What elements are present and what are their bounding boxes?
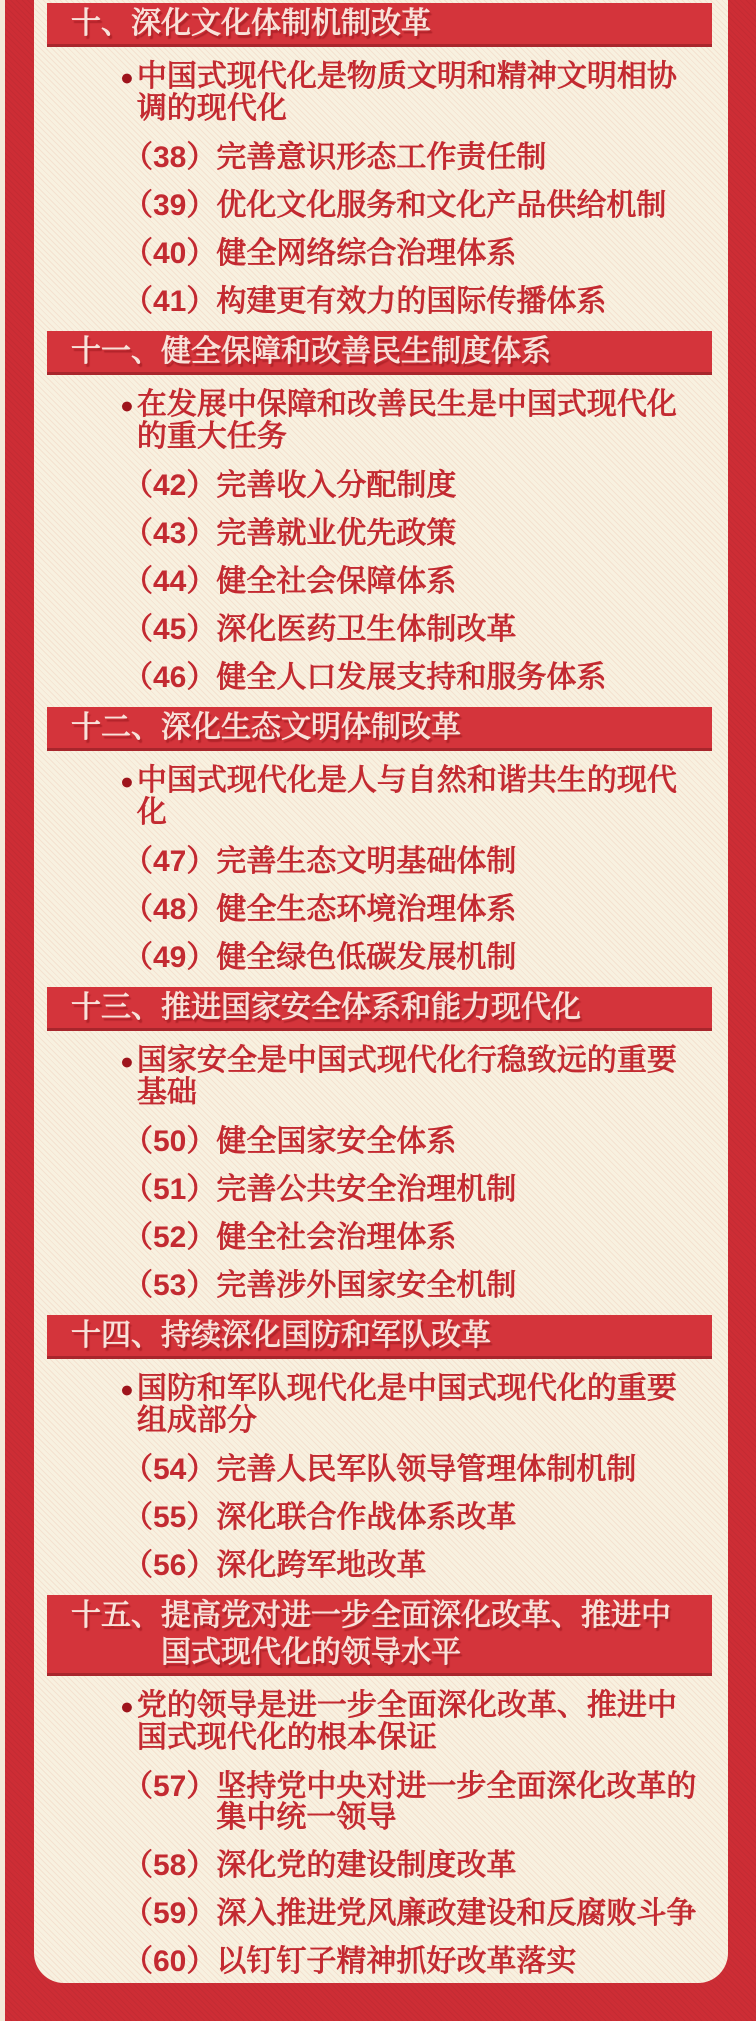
section-bar [47,331,712,375]
item-number: （46） [123,661,217,694]
item-number: （52） [123,1221,217,1254]
item-list [34,142,728,317]
section [34,331,728,693]
item-number: （49） [123,941,217,974]
item-text: 构建更有效力的国际传播体系 [216,285,607,318]
left-edge-strip [0,0,5,2021]
item-text: 深化党的建设制度改革 [216,1849,517,1882]
bullet-dot-icon: ● [120,64,134,90]
section [34,987,728,1301]
intro-text: 在发展中保障和改善民生是中国式现代化的重大任务 [136,388,677,453]
item-number: （54） [123,1453,217,1486]
list-item [123,846,712,877]
list-item [123,1222,712,1253]
intro-paragraph [120,1373,712,1437]
list-item [123,286,712,317]
list-item [123,662,712,693]
item-number: （60） [123,1945,217,1978]
item-list [34,1771,728,1977]
section-bar [47,707,712,751]
item-number: （56） [123,1549,217,1582]
intro-paragraph [120,1690,712,1754]
section-bar [47,1315,712,1359]
list-item [123,566,712,597]
section-number: 十三、 [71,991,161,1024]
section [34,1595,728,1977]
list-item [123,1550,712,1581]
list-item [123,1771,712,1833]
item-number: （45） [123,613,217,646]
list-item [123,942,712,973]
section-number: 十四、 [71,1319,161,1352]
list-item [123,614,712,645]
bullet-dot-icon: ● [120,1048,134,1074]
item-text: 健全人口发展支持和服务体系 [216,661,607,694]
bullet-dot-icon: ● [120,1376,134,1402]
section [34,1315,728,1581]
section-number: 十一、 [71,335,161,368]
intro-text: 党的领导是进一步全面深化改革、推进中国式现代化的根本保证 [136,1689,677,1754]
intro-paragraph [120,765,712,829]
bullet-dot-icon: ● [120,1693,134,1719]
item-number: （51） [123,1173,217,1206]
list-item [123,1946,712,1977]
item-text: 以钉钉子精神抓好改革落实 [216,1945,577,1978]
section [34,3,728,317]
list-item [123,1270,712,1301]
item-text: 健全生态环境治理体系 [216,893,517,926]
item-number: （57） [123,1770,217,1803]
section-title: 深化文化体制机制改革 [131,7,431,40]
item-text: 完善意识形态工作责任制 [216,141,547,174]
item-number: （55） [123,1501,217,1534]
section [34,707,728,973]
item-number: （40） [123,237,217,270]
section-number: 十二、 [71,711,161,744]
item-number: （39） [123,189,217,222]
item-text: 深化联合作战体系改革 [216,1501,517,1534]
item-text: 坚持党中央对进一步全面深化改革的集中统一领导 [216,1770,697,1834]
item-number: （44） [123,565,217,598]
item-text: 优化文化服务和文化产品供给机制 [216,189,667,222]
list-item [123,470,712,501]
item-number: （43） [123,517,217,550]
item-number: （59） [123,1897,217,1930]
list-item [123,142,712,173]
list-item [123,1174,712,1205]
item-number: （53） [123,1269,217,1302]
section-bar [47,987,712,1031]
item-number: （47） [123,845,217,878]
item-number: （50） [123,1125,217,1158]
bullet-dot-icon: ● [120,392,134,418]
item-list [34,846,728,973]
section-title: 持续深化国防和军队改革 [161,1319,491,1352]
intro-text: 国家安全是中国式现代化行稳致远的重要基础 [136,1044,677,1109]
section-number: 十五、 [71,1599,161,1632]
intro-text: 中国式现代化是人与自然和谐共生的现代化 [136,764,677,829]
item-text: 完善人民军队领导管理体制机制 [216,1453,637,1486]
intro-paragraph [120,389,712,453]
section-title: 推进国家安全体系和能力现代化 [161,991,581,1024]
item-text: 健全社会治理体系 [216,1221,457,1254]
intro-paragraph [120,1045,712,1109]
item-text: 健全国家安全体系 [216,1125,457,1158]
bullet-dot-icon: ● [120,768,134,794]
content-panel [34,0,728,1983]
item-text: 完善涉外国家安全机制 [216,1269,517,1302]
item-text: 完善收入分配制度 [216,469,457,502]
list-item [123,238,712,269]
section-bar [47,3,712,47]
item-list [34,1126,728,1301]
item-number: （58） [123,1849,217,1882]
item-number: （42） [123,469,217,502]
section-title: 提高党对进一步全面深化改革、推进中国式现代化的领导水平 [161,1599,671,1669]
item-list [34,470,728,693]
list-item [123,1850,712,1881]
section-title: 深化生态文明体制改革 [161,711,461,744]
list-item [123,518,712,549]
intro-paragraph [120,61,712,125]
list-item [123,1898,712,1929]
item-list [34,1454,728,1581]
item-text: 完善生态文明基础体制 [216,845,517,878]
item-text: 健全网络综合治理体系 [216,237,517,270]
item-number: （38） [123,141,217,174]
item-text: 健全社会保障体系 [216,565,457,598]
item-text: 完善公共安全治理机制 [216,1173,517,1206]
intro-text: 国防和军队现代化是中国式现代化的重要组成部分 [136,1372,677,1437]
item-text: 深化跨军地改革 [216,1549,427,1582]
item-text: 深化医药卫生体制改革 [216,613,517,646]
list-item [123,1502,712,1533]
item-text: 完善就业优先政策 [216,517,457,550]
section-bar [47,1595,712,1676]
list-item [123,190,712,221]
intro-text: 中国式现代化是物质文明和精神文明相协调的现代化 [136,60,677,125]
list-item [123,1126,712,1157]
section-title: 健全保障和改善民生制度体系 [161,335,551,368]
item-text: 深入推进党风廉政建设和反腐败斗争 [216,1897,697,1930]
item-number: （48） [123,893,217,926]
item-number: （41） [123,285,217,318]
list-item [123,894,712,925]
item-text: 健全绿色低碳发展机制 [216,941,517,974]
section-number: 十、 [71,7,131,40]
list-item [123,1454,712,1485]
